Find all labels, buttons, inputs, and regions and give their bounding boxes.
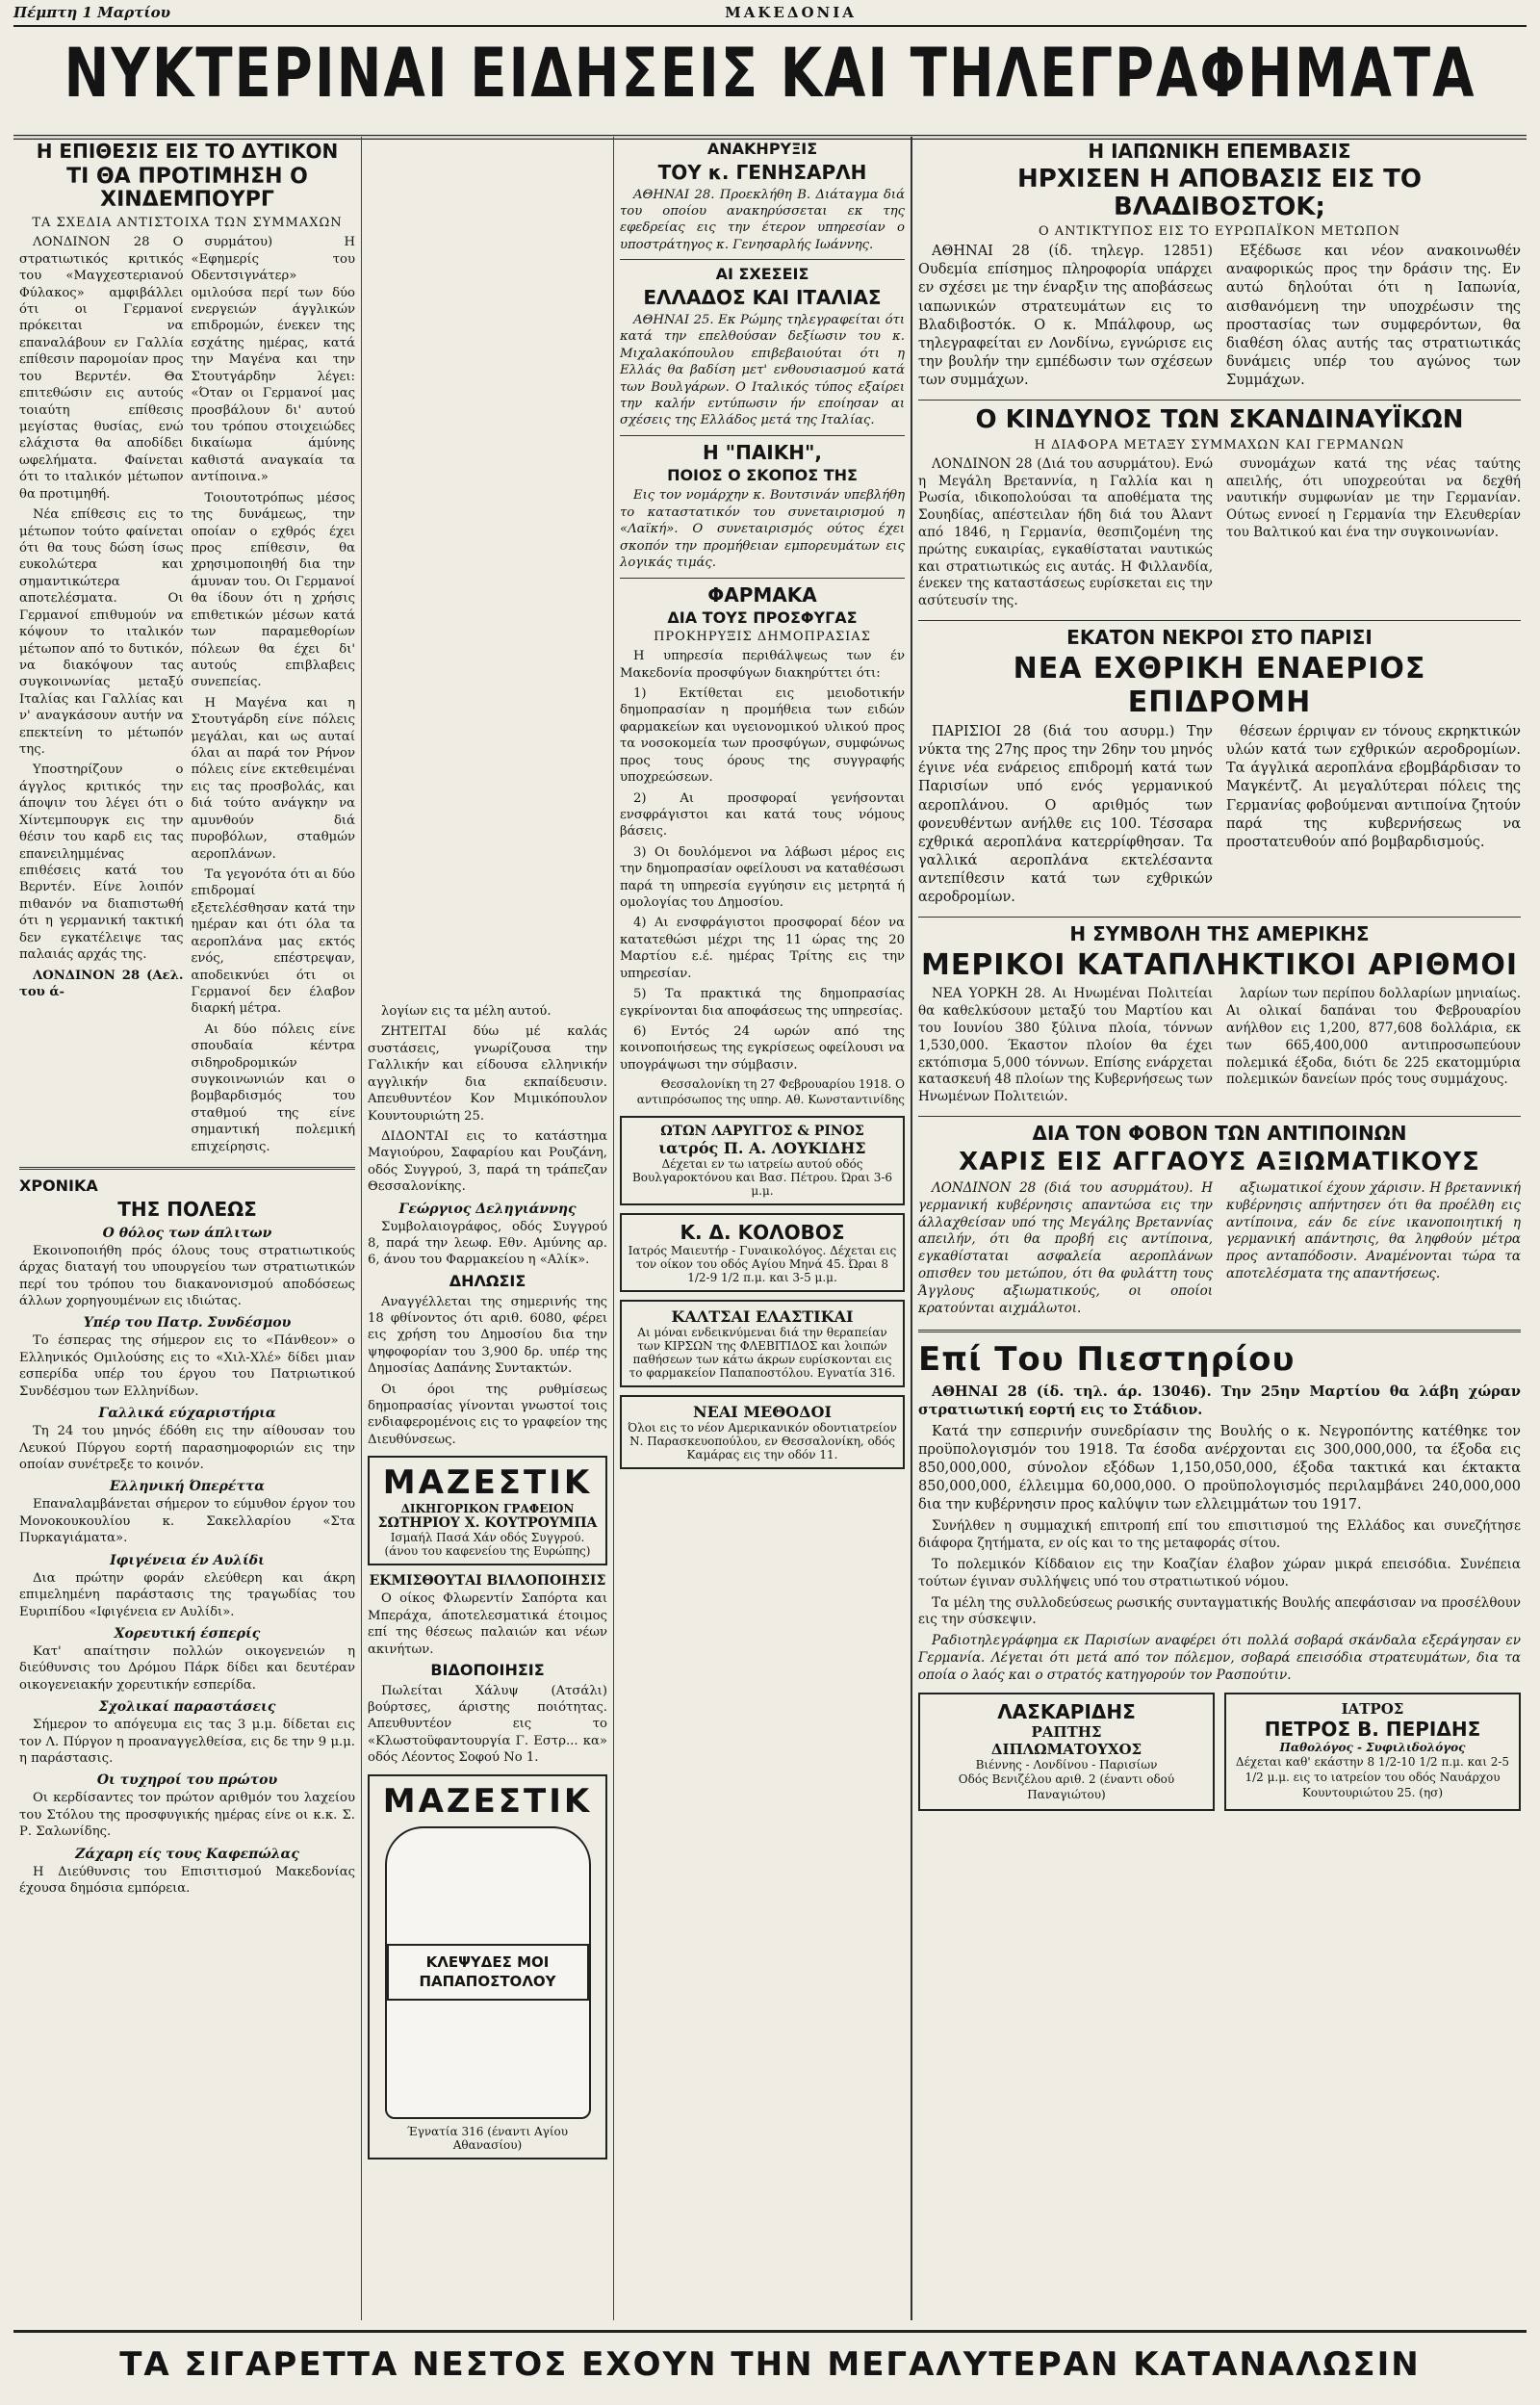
article-headline: ΗΡΧΙΣΕΝ Η ΑΠΟΒΑΣΙΣ ΕΙΣ ΤΟ ΒΛΑΔΙΒΟΣΤΟΚ;: [1017, 165, 1422, 221]
paragraph: Υποστηρίζουν ο άγγλος κριτικός την άποψιν του λέγει ότι ο Χίντεμπουργκ εις την θέσιν του καρδ εις τας επανειλημμένας επιθέσεις κατά του Βερντέν. Είνε λοιπόν πιθανόν να διαπιστωθή ότι η γερμανική τακτική δεν εγκατέλειψε τας παλαιάς αρχάς της.: [19, 763, 184, 963]
paragraph: Τα γεγονότα ότι αι δύο επιδρομαί εξετελέσθησαν κατά την ημέραν και ότι όλα τα αεροπλάνα μας εκτός ενός, επέστρεψαν, αποδεικνύει ότι οι Γερμανοί δεν έλαβον διαρκή μέτρα.: [191, 866, 355, 1017]
ad-line: ΛΑΣΚΑΡΙΔΗΣ: [997, 1699, 1136, 1723]
section-label: ΧΡΟΝΙΚΑ: [19, 1177, 98, 1196]
paragraph: 6) Εντός 24 ωρών από της κοινοποιήσεως της εγκρίσεως οφείλουσι να υπογράψωσι την σύμβασιν.: [620, 1023, 905, 1073]
paragraph: 4) Αι ενσφράγιστοι προσφοραί δέον να κατατεθώσι μέχρι της 11 ώρας της 20 Μαρτίου ε.έ. ημέρας Τρίτης εις την υπηρεσίαν.: [620, 916, 905, 981]
paragraph: Κατ' απαίτησιν πολλών οικογενειών η διεύθυνσις του Δρόμου Πάρκ δίδει και δευτέραν οικογενειακήν χορευτικήν εσπερίδα.: [19, 1643, 355, 1693]
ad-line: ΙΑΤΡΟΣ: [1341, 1699, 1404, 1718]
ad-line: ΔΙΠΛΩΜΑΤΟΥΧΟΣ: [990, 1740, 1142, 1758]
section-title: ΤΗΣ ΠΟΛΕΩΣ: [117, 1197, 257, 1221]
item-title: Σχολικαί παραστάσεις: [98, 1699, 276, 1716]
article-title: Η "ΠΑΙΚΗ",: [702, 440, 823, 464]
ad-tailor: [918, 1693, 1215, 1811]
ad-line: ΩΤΩΝ ΛΑΡΥΓΓΟΣ & ΡΙΝΟΣ: [660, 1123, 864, 1139]
ad-doctor-ent: [620, 1116, 905, 1205]
paragraph: ΑΘΗΝΑΙ 28. Προεκλήθη Β. Διάταγμα διά του οποίου ανακηρύσσεται εκ της εφεδρείας εις την έτερον υπηρεσίαν ο υποστράτηγος κ. Γενησαρλής Ιωάννης.: [620, 187, 905, 252]
paragraph: Τη 24 του μηνός έδόθη εις την αίθουσαν του Λευκού Πύργου εορτή παρασημοφοριών εις την οποίαν συνέτρεξε το κοινόν.: [19, 1424, 355, 1472]
paragraph: 3) Οι δουλόμενοι να λάβωσι μέρος εις την δημοπρασίαν οφείλουσι να καταθέσωσι παρά τη υπηρεσία εγγύησιν εις μετρητά ή ομολογίας του Δημοσίου.: [620, 844, 905, 911]
paragraph: Οι κερδίσαντες τον πρώτον αριθμόν του λαχείου του Στόλου της προσφυγικής ημέρας είνε οι κ.κ. Σ. Ρ. Σαλωνίδης.: [19, 1791, 355, 1840]
item-title: Ζάχαρη είς τους Καφεπώλας: [75, 1846, 299, 1862]
ad-line: Όλοι εις το νέον Αμερικανικόν οδοντιατρείον Ν. Παρασκευοπούλου, εν Θεσσαλονίκη, οδός Καμάρας εις την οδόν 11.: [628, 1420, 897, 1461]
article-headline: ΧΑΡΙΣ ΕΙΣ ΑΓΓΑΟΥΣ ΑΞΙΩΜΑΤΙΚΟΥΣ: [959, 1148, 1480, 1177]
dateline: ΛΟΝΔΙΝΟΝ 28 (Αελ. του ά-: [19, 968, 184, 999]
ad-line: Οδός Βενιζέλου αριθ. 2 (έναντι οδού Παναγιώτου): [958, 1772, 1175, 1801]
paragraph: Το έσπερας της σήμερον εις το «Πάνθεον» ο Ελληνικός Ομιλούσης εις το «Χιλ-Χλέ» δίδει μιαν εσπερίδα υπέρ του έργου του Πατριωτικού Συνδέσμου των Ελληνίδων.: [19, 1333, 355, 1399]
bottle-illustration: [385, 1826, 591, 2119]
paragraph: θέσεων έρριψαν εν τόνους εκρηκτικών υλών κατά των εχθρικών αεροδρομίων. Τα άγγλικά αεροπλάνα εβομβάρδισαν το Μαγκέντζ. Αι μεγαλύτεραι πόλεις της Γερμανίας φοβούμεναι αντιποίνα ζητούν παρά της κυβερνήσεως να προστατευθούν από βομβαρδισμούς.: [1226, 724, 1521, 850]
article-body: [918, 986, 1521, 1110]
ad-kolovos: [620, 1213, 905, 1292]
divider: [918, 917, 1521, 918]
masthead: ΝΥΚΤΕΡΙΝΑΙ ΕΙΔΗΣΕΙΣ ΚΑΙ ΤΗΛΕΓΡΑΦΗΜΑΤΑ: [13, 14, 1527, 140]
columns: [13, 137, 1527, 2320]
ad-line: ΝΕΑΙ ΜΕΘΟΔΟΙ: [693, 1402, 832, 1421]
article-body: [918, 243, 1521, 394]
paragraph: Αναγγέλλεται της σημερινής της 18 φθίνοντος ότι αριθ. 6080, φέρει εις χρήση του Δημοσίου δια την ψηφοφορίαν του 3,900 δρ. υπέρ της Δημοσίας Δαπάνης Συντακτών.: [368, 1294, 607, 1377]
ad-line: ΠΕΤΡΟΣ Β. ΠΕΡΙΔΗΣ: [1264, 1717, 1481, 1741]
paragraph: Εξέδωσε και νέον ανακοινωθέν αναφορικώς προς την δράσιν της. Εν αυτώ δηλούται ότι η Ιαπωνία, αισθανόμενη την υποχρέωσιν της προστασίας των συμφερόντων, θα διαθέση όλας αυτής τας στρατιωτικάς δυνάμεις υπέρ του αγώνος των Συμμάχων.: [1226, 244, 1521, 389]
paragraph: λογίων εις τα μέλη αυτού.: [381, 1004, 552, 1019]
ad-brand: ΜΑΖΕΣΤΙΚ: [382, 1463, 593, 1503]
ad-dentist: [620, 1395, 905, 1469]
item-title: Ο θόλος των άπλιτων: [102, 1225, 272, 1241]
article-headline: ΤΙ ΘΑ ΠΡΟΤΙΜΗΣΗ Ο ΧΙΝΔΕΜΠΟΥΡΓ: [66, 165, 308, 213]
article-body: [918, 456, 1521, 614]
article-title: ΔΙΑ ΤΟΝ ΦΟΒΟΝ ΤΩΝ ΑΝΤΙΠΟΙΝΩΝ: [1032, 1122, 1407, 1146]
article-headline: Ο ΚΙΝΔΥΝΟΣ ΤΩΝ ΣΚΑΝΔΙΝΑΥΪΚΩΝ: [975, 405, 1464, 435]
article-subhead: Ο ΑΝΤΙΚΤΥΠΟΣ ΕΙΣ ΤΟ ΕΥΡΩΠΑΪΚΟΝ ΜΕΤΩΠΟΝ: [1038, 224, 1400, 240]
ad-line: ιατρός Π. Α. ΛΟΥΚΙΔΗΣ: [658, 1138, 866, 1157]
paragraph: ΛΟΝΔΙΝΟΝ 28 (διά του ασυρμάτου). Η γερμανική κυβέρνησις απαντώσα εις την άλλαχθείσαν υπό της Μεγάλης Βρεταννίας απειλήν, ότι θα προβή εις αντίποινα, εγκαθίσταται ασφαλεία αεροπλάνων οπισθεν του μετώπου, ότι θα φυλάττη τους Άγγλους αξιωματικούς, οι οποίοι κρατούνται αιχμάλωτοι.: [918, 1180, 1213, 1316]
article-body: [918, 723, 1521, 911]
ad-line: ΡΑΠΤΗΣ: [1031, 1722, 1102, 1741]
paragraph: ΛΟΝΔΙΝΟΝ 28 (Διά του ασυρμάτου). Ενώ η Μεγάλη Βρεταννία, η Γαλλία και η Ρωσία, ιδικοπολούσαι τα αποθέματα της Σουηδίας, απέστειλαν ήδη διά του Άλαντ από 1846, η Γερμανία, θεσπιζομένη της πρώτης ευκαιρίας, εγκαθίσταται ναυτικώς και στρατιωτικώς εις αυτάς. Η Φιλλανδία, ένεκεν της καταστάσεως ευρίσκεται εις την ασύτευσίν της.: [918, 455, 1213, 609]
divider: [918, 1116, 1521, 1117]
paragraph: λαρίων των περίπου δολλαρίων μηνιαίως. Αι ολικαί δαπάναι του Φεβρουαρίου ανήλθον εις 1,200, 877,608 δολλάρια, εκ των 665,400,000 αντιπροσωπεύουν πολεμικά έξοδα, διότι δε 225 εκατομμύρια πολεμικών δανείων πρός τους συμμάχους.: [1226, 986, 1521, 1088]
article-title: Η ΕΠΙΘΕΣΙΣ ΕΙΣ ΤΟ ΔΥΤΙΚΟΝ: [36, 140, 339, 163]
paragraph: Οι όροι της ρυθμίσεως δημοπρασίας γίνονται γνωστοί τοις ενδιαφερομένοις εις το γραφείον της Διευθύνσεως.: [368, 1382, 607, 1447]
paragraph: ΛΟΝΔΙΝΟΝ 28 Ο στρατιωτικός κριτικός του «Μαγχεστεριανού Φύλακος» αμφιβάλλει ότι οι Γερμανοί πρόκειται να επαναλάβουν εν Γαλλία επίθεσιν παρομοίαν προς του Βερντέν. Θα επιτεθώσιν εις αυτούς τοιαύτη επίθεσις μεγίστας θυσίας, ενώ ελάχιστα θα αποδίδει ωφελήματα. Φαίνεται ότι το ιταλικόν μέτωπον θα προτιμηθή.: [19, 235, 184, 502]
ad-line: ΚΑΛΤΣΑΙ ΕΛΑΣΤΙΚΑΙ: [671, 1306, 854, 1326]
paragraph: Αι δύο πόλεις είνε σπουδαία κέντρα σιδηροδρομικών συγκοινωνιών και ο βομβαρδισμός του σταθμού της είνε σημαντική πολεμική επιχείρησις.: [191, 1021, 355, 1154]
paragraph: Τοιουτοτρόπως μέσος της δυνάμεως, την οποίαν ο εχθρός έχει προς επίθεσιν, θα χρησιμοποιηθή δια την άμυναν του. Οι Γερμανοί θα ίδουν ότι η χρήσις επιθετικών μέσων κατά των παραμεθορίων πόλεων θα έχει δι' αυτούς επιβλαβεις συνεπείας.: [191, 490, 355, 690]
paragraph: ΑΘΗΝΑΙ 28 (ίδ. τηλεγρ. 12851) Ουδεμία επίσημος πληροφορία υπάρχει εν σχέσει με την έναρξιν της αποβάσεως ιαπωνικών στρατευμάτων εις το Βλαδιβοστόκ. Ο κ. Μπάλφουρ, ως τηλεγραφείται εν Λονδίνω, εγνώρισε εις την βουλήν την εμπέδωσιν των σχέσεων των συμμάχων.: [918, 244, 1213, 389]
paragraph: Το πολεμικόν Κίδδαιον εις την Κοαζίαν έλαβον χώραν μικρά επεισόδια. Συνέπεια τούτων έγιναν συλλήψεις υπό του στρατιωτικού νόμου.: [918, 1557, 1521, 1590]
article-body: [918, 1180, 1521, 1322]
paragraph: 1) Εκτίθεται εις μειοδοτικήν δημοπρασίαν η προμήθεια των ειδών φαρμακείων και υγειονομικού υλικού προς τα νοσοκομεία των προσφύγων, συμφώνως προς τους όρους της συγγραφής υποχρεώσεων.: [620, 685, 905, 786]
article-headline: ΜΕΡΙΚΟΙ ΚΑΤΑΠΛΗΚΤΙΚΟΙ ΑΡΙΘΜΟΙ: [920, 948, 1519, 983]
divider: [918, 620, 1521, 621]
article-headline: ΕΛΛΑΔΟΣ ΚΑΙ ΙΤΑΛΙΑΣ: [643, 285, 882, 309]
classified: ΖΗΤΕΙΤΑΙ δύω μέ καλάς συστάσεις, γνωρίζουσα την Γαλλικήν και είδουσα ελληνικήν αγγλικήν δια εκπαίδευσιν. Απευθυντέον Κον Μιμικόπουλον Κουντουριώτη 25.: [368, 1024, 607, 1124]
ad-doctor-peridis: [1224, 1693, 1521, 1811]
paragraph: Κατά την εσπερινήν συνεδρίασιν της Βουλής ο κ. Νεγροπόντης κατέθηκε τον προϋπολογισμόν του 1918. Τα έσοδα ανέρχονται εις 300,000,000, τα έξοδα εις 850,000,000, σύνολον εξόδων 1,150,050,000, έξοδα τακτικά και έκτακτα 850,000,000, έλλειμμα 60,000,000. Ο προϋπολογισμός περιλαμβάνει 240,000,000 δια την κυβέρνησιν προς καλύψιν των ελλειμμάτων του 1917.: [918, 1423, 1521, 1513]
paragraph: συνομάχων κατά της νέας ταύτης απειλής, ότι υποχρεούται να δεχθή ναυτικήν συμφωνίαν με την Γερμανίαν. Ούτως εννοεί η Γερμανία την Ελευθερίαν του Βαλτικού και ένα την συγκοινωνίαν.: [1226, 455, 1521, 541]
article-subhead: Η ΔΙΑΦΟΡΑ ΜΕΤΑΞΥ ΣΥΜΜΑΧΩΝ ΚΑΙ ΓΕΡΜΑΝΩΝ: [1034, 437, 1405, 453]
paragraph: Εκοινοποιήθη πρός όλους τους στρατιωτικούς άρχας διαταγή του υπουργείου των στρατιωτικών περί του τρόπου του διακανονισμού αποδόσεως άλλων χορηγουμένων εις ιδιώτας.: [19, 1243, 355, 1309]
paragraph: αξιωματικοί έχουν χάρισιν. Η βρεταννική κυβέρνησις απήντησεν ότι θα προέλθη εις αντίποινα, εάν δε είνε ικανοποιητική η γερμανική απάντησις, θα ληφθούν μέτρα προς ανταπόδοσιν. Αναμένονται τώρα τα αποτελέσματα της απαντήσεως.: [1226, 1180, 1521, 1282]
paragraph: ΝΕΑ ΥΟΡΚΗ 28. Αι Ηνωμέναι Πολιτείαι θα καθελκύσουν μεταξύ του Μαρτίου και του Ιουνίου 380 ξύλινα πλοία, τόννων 1,530,000. Έκαστον πλοίον θα έχει εκτόπισμα 5,000 τόννων. Επίσης ενάρχεται κατασκευή 48 πλοίων της Κυβερνήσεως των Ηνωμένων Πολιτειών.: [918, 986, 1213, 1105]
column-4: [912, 137, 1527, 2320]
ad-line: Ιατρός Μαιευτήρ - Γυναικολόγος. Δέχεται εις τον οίκον του οδός Αγίου Μηνά 45. Ώραι 8 1/2-9 1/2 π.μ. και 3-5 μ.μ.: [628, 1243, 897, 1284]
item-title: ΕΚΜΙΣΘΟΥΤΑΙ ΒΙΛΛΟΠΟΙΗΣΙΣ: [369, 1573, 606, 1590]
article-subhead: ΠΡΟΚΗΡΥΞΙΣ ΔΗΜΟΠΡΑΣΙΑΣ: [654, 630, 871, 645]
bottle-label: ΚΛΕΨΥΔΕΣ ΜΟΙ ΠΑΠΑΠΟΣΤΟΛΟΥ: [387, 1944, 589, 2001]
article-title: ΦΑΡΜΑΚΑ: [707, 582, 817, 607]
paper-name: ΜΑΚΕΔΟΝΙΑ: [725, 4, 857, 21]
ad-majestic-2: [368, 1774, 607, 2159]
article-title: ΕΚΑΤΟΝ ΝΕΚΡΟΙ ΣΤΟ ΠΑΡΙΣΙ: [1066, 626, 1373, 650]
ad-line: Παθολόγος - Συφιλιδολόγος: [1279, 1740, 1466, 1754]
paragraph: ΑΘΗΝΑΙ 28 (ίδ. τηλ. άρ. 13046). Την 25ην Μαρτίου θα λάβη χώραν στρατιωτική εορτή εις το Στάδιον.: [918, 1383, 1521, 1418]
paragraph: Σήμερον το απόγευμα εις τας 3 μ.μ. δίδεται εις τον Λ. Πύργον η προαναγγελθείσα, εις δε την 9 μ.μ. η παράστασις.: [19, 1718, 355, 1767]
stop-press-title: Επί Του Πιεστηρίου: [918, 1339, 1296, 1379]
paragraph: Πωλείται Χάλυψ (Ατσάλι) βούρτσες, άριστης ποιότητας. Απευθυντέον εις το «Κλωστοϋφαντουργία Γ. Εστρ... κα» οδός Λέοντος Σοφού Νο 1.: [368, 1683, 607, 1766]
paragraph: συρμάτου) Η «Εφημερίς του Οδεντσιγνάτερ» ομιλούσα περί των δύο ενεργειών άγγλικών επιδρομών, ένεκεν της εσχάτης ημέρας, κατά την Μαγένα και την Στουτγάρδην λέγει: «Όταν οι Γερμανοί μας προσβάλουν δι' αυτού του τρόπου στοιχειώδες δικαίωμα άμύνης καθιστά αναγκαία τα αντίποινα.»: [191, 235, 355, 485]
article-title: Η ΣΥΜΒΟΛΗ ΤΗΣ ΑΜΕΡΙΚΗΣ: [1069, 922, 1370, 946]
article-title: ΑΙ ΣΧΕΣΕΙΣ: [715, 265, 809, 284]
notice-title: ΔΗΛΩΣΙΣ: [449, 1271, 526, 1290]
paragraph: 5) Τα πρακτικά της δημοπρασίας εγκρίνονται δια αποφάσεως της υπηρεσίας.: [620, 987, 905, 1019]
ad-majestic-1: [368, 1456, 607, 1565]
item-title: Ιφιγένεια έν Αυλίδι: [110, 1552, 265, 1568]
item-title: Χορευτική έσπερίς: [114, 1625, 261, 1642]
article-headline: ΔΙΑ ΤΟΥΣ ΠΡΟΣΦΥΓΑΣ: [667, 608, 858, 627]
divider: [620, 435, 905, 436]
item-title: Γαλλικά εύχαριστήρια: [98, 1406, 276, 1422]
article-title: ΑΝΑΚΗΡΥΞΙΣ: [706, 140, 818, 158]
ad-brand: ΜΑΖΕΣΤΙΚ: [382, 1781, 593, 1821]
paragraph: Ο οίκος Φλωρεντίν Σαπόρτα και Μπεράχα, άποτελεσματικά έτοιμος επί της θέσεως παλαιών και νέων ακινήτων.: [368, 1591, 607, 1657]
column-1: [13, 137, 362, 2320]
item-title: Ελληνική Όπερέττα: [109, 1479, 266, 1495]
item-title: Οι τυχηροί του πρώτου: [96, 1772, 278, 1789]
article-subhead: ΤΑ ΣΧΕΔΙΑ ΑΝΤΙΣΤΟΙΧΑ ΤΩΝ ΣΥΜΜΑΧΩΝ: [32, 216, 343, 231]
paragraph: ΑΘΗΝΑΙ 25. Εκ Ρώμης τηλεγραφείται ότι κατά την επελθούσαν δεξίωσιν του κ. Μιχαλακόπουλου επιβεβαιούται ότι η Ελλάς θα βαδίση μετ' ενθουσιασμού κατά των Βουλγάρων. Ο Ιταλικός τύπος εξαίρει την καλήν εντύπωσιν ήν εποίησαν αι σχέσεις της Ελλάδος μετά της Ιταλίας.: [620, 312, 905, 428]
item-title: Γεώργιος Δεληγιάννης: [398, 1201, 577, 1217]
item-title: ΒΙΔΟΠΟΙΗΣΙΣ: [430, 1660, 545, 1679]
paragraph: 2) Αι προσφοραί γενήσονται ενσφράγιστοι και κατά τους νόμους βάσεις.: [620, 790, 905, 840]
paragraph: Ραδιοτηλεγράφημα εκ Παρισίων αναφέρει ότι πολλά σοβαρά σκάνδαλα εξεράγησαν εν Γερμανία. Λέγεται ότι μετά από τον πόλεμον, σοβαρά επεισόδια στρατευμάτων, δια τα οποία ο λαός και ο στρατός κατηγορούν τον Ρασπούτιν.: [918, 1633, 1521, 1683]
ad-line: Έγνατία 316 (έναντι Αγίου Αθανασίου): [406, 2124, 569, 2152]
ad-line: Δέχεται εν τω ιατρείω αυτού οδός Βουλγαροκτόνου και Βασ. Πέτρου. Ώραι 3-6 μ.μ.: [631, 1156, 893, 1198]
issue-date: Πέμπτη 1 Μαρτίου: [13, 4, 171, 21]
item-title: Υπέρ του Πατρ. Συνδέσμου: [83, 1315, 292, 1332]
ad-line: ΣΩΤΗΡΙΟΥ Χ. ΚΟΥΤΡΟΥΜΠΑ: [377, 1515, 598, 1532]
paragraph: Νέα επίθεσις εις το μέτωπον τούτο φαίνεται ότι θα τους δώση ίσως ευκολώτερα και σημαντικώτερα αποτελέσματα. Οι Γερμανοί επιθυμούν να κόψουν το ιταλικόν μέτωπον από το δυτικόν, να διακόψουν τας συγκοινωνίας μεταξύ Ιταλίας και Γαλλίας και ν' αναγκάσουν αυτήν να επεκτείνη το μέτωπόν της.: [19, 507, 184, 758]
article-headline: ΤΟΥ κ. ΓΕΝΗΣΑΡΛΗ: [657, 160, 867, 184]
classified: Συμβολαιογράφος, οδός Συγγρού 8, παρά την λεωφ. Εθν. Αμύνης αρ. 6, άνου του Φαρμακείου η «Αλίκ».: [368, 1219, 607, 1268]
bottom-ads: [918, 1693, 1521, 1811]
column-2: [362, 137, 614, 2320]
article-title: Η ΙΑΠΩΝΙΚΗ ΕΠΕΜΒΑΣΙΣ: [1088, 140, 1351, 163]
divider: [918, 1330, 1521, 1332]
paragraph: Η Διεύθυνσις του Επισιτισμού Μακεδονίας έχουσα δημόσια εμπόρεια.: [19, 1864, 355, 1897]
article-body: [19, 234, 355, 1159]
signature: Θεσσαλονίκη τη 27 Φεβρουαρίου 1918. Ο αντιπρόσωπος της υπηρ. Αθ. Κωνσταντινίδης: [636, 1077, 905, 1107]
paragraph: Επαναλαμβάνεται σήμερον το εύμυθον έργον του Μονοκουκουλίου κ. Σακελλαρίου «Στα Πυρκαγιάματα».: [19, 1497, 355, 1546]
ad-line: Βιέννης - Λονδίνου - Παρισίων: [975, 1757, 1158, 1771]
paragraph: Τα μέλη της συλλοδεύσεως ρωσικής συνταγματικής Βουλής απεφάσισαν να προσέλθουν εις την σύσκεψιν.: [918, 1594, 1521, 1628]
classified: ΔΙΔΟΝΤΑΙ εις το κατάστημα Μαγιούρου, Σαφαρίου και Ρουζάνη, οδός Συγγρού, 3, παρά τη τράπεζαν Θεσσαλονίκης.: [368, 1128, 607, 1195]
divider: [918, 400, 1521, 401]
paragraph: Η Μαγένα και η Στουτγάρδη είνε πόλεις μεγάλαι, και ως αυταί όλαι αι παρά τον Ρήνον πόλεις είνε εκτεθειμέναι εις τας προσβολάς, και διά τούτο ανάγκην να αμυνθούν διά πυροβόλων, σταθμών αεροπλάνων.: [191, 695, 355, 862]
divider: [19, 1167, 355, 1170]
ad-line: Ισμαήλ Πασά Χάν οδός Συγγρού. (άνου του καφενείου της Ευρώπης): [384, 1531, 591, 1559]
divider: [620, 578, 905, 579]
divider: [620, 259, 905, 260]
paragraph: Εις τον νομάρχην κ. Βουτσινάν υπεβλήθη το καταστατικόν του συνεταιρισμού η «Λαϊκή». Ο συνεταιρισμός ούτος έχει σκοπόν την προμήθειαν εμπορευμάτων εις λογικάς τιμάς.: [620, 488, 905, 571]
ad-stockings: [620, 1300, 905, 1387]
paragraph: Συνήλθεν η συμμαχική επιτροπή επί του επισιτισμού της Ελλάδος και συνεζήτησε διάφορα ζητήματα, εν οίς και το της μεταφοράς σίτου.: [918, 1518, 1521, 1552]
footer-ad: ΤΑ ΣΙΓΑΡΕΤΤΑ ΝΕΣΤΟΣ ΕΧΟΥΝ ΤΗΝ ΜΕΓΑΛΥΤΕΡΑΝ ΚΑΤΑΝΑΛΩΣΙΝ: [13, 2330, 1527, 2396]
paragraph: Δια πρώτην φοράν ελεύθερη και άκρη επιμελημένη παράστασις της τραγωδίας του Ευριπίδου «Ιφιγένεια εν Αυλίδι».: [19, 1570, 355, 1619]
paragraph: Η υπηρεσία περιθάλψεως των έν Μακεδονία προσφύγων διακηρύττει ότι:: [620, 649, 905, 681]
ad-line: Αι μόναι ενδεικνύμεναι διά την θεραπείαν των ΚΙΡΣΩΝ της ΦΛΕΒΙΤΙΔΟΣ και λοιπών παθήσεων των κάτω άκρων ευρίσκονται εις το φαρμακείον Παπαποστόλου. Εγνατία 316.: [629, 1325, 896, 1380]
ad-line: Δέχεται καθ' εκάστην 8 1/2-10 1/2 π.μ. και 2-5 1/2 μ.μ. εις το ιατρείον του οδός Ναυάρχου Κουντουριώτου 25. (ησ): [1235, 1755, 1510, 1799]
ad-line: ΔΙΚΗΓΟΡΙΚΟΝ ΓΡΑΦΕΙΟΝ: [400, 1502, 575, 1516]
ad-line: Κ. Δ. ΚΟΛΟΒΟΣ: [680, 1220, 845, 1244]
paragraph: ΠΑΡΙΣΙΟΙ 28 (διά του ασυρμ.) Την νύκτα της 27ης προς την 26ην του μηνός έγινε νέα ενάρειος επιδρομή κατά των Παρισίων υπό ενός γερμανικού αεροπλάνου. Ο αριθμός των φονευθέντων ανήλθε εις 100. Τέσσαρα εχθρικά αεροπλάνα κατερρίφθησαν. Τα γαλλικά αεροπλάνα εκτελέσαντα αντεπίθεσιν κατά των εχθρικών αεροδρομίων.: [918, 724, 1213, 906]
article-headline: ΝΕΑ ΕΧΘΡΙΚΗ ΕΝΑΕΡΙΟΣ ΕΠΙΔΡΟΜΗ: [1013, 652, 1426, 720]
column-3: [614, 137, 912, 2320]
article-headline: ΠΟΙΟΣ Ο ΣΚΟΠΟΣ ΤΗΣ: [667, 465, 858, 484]
